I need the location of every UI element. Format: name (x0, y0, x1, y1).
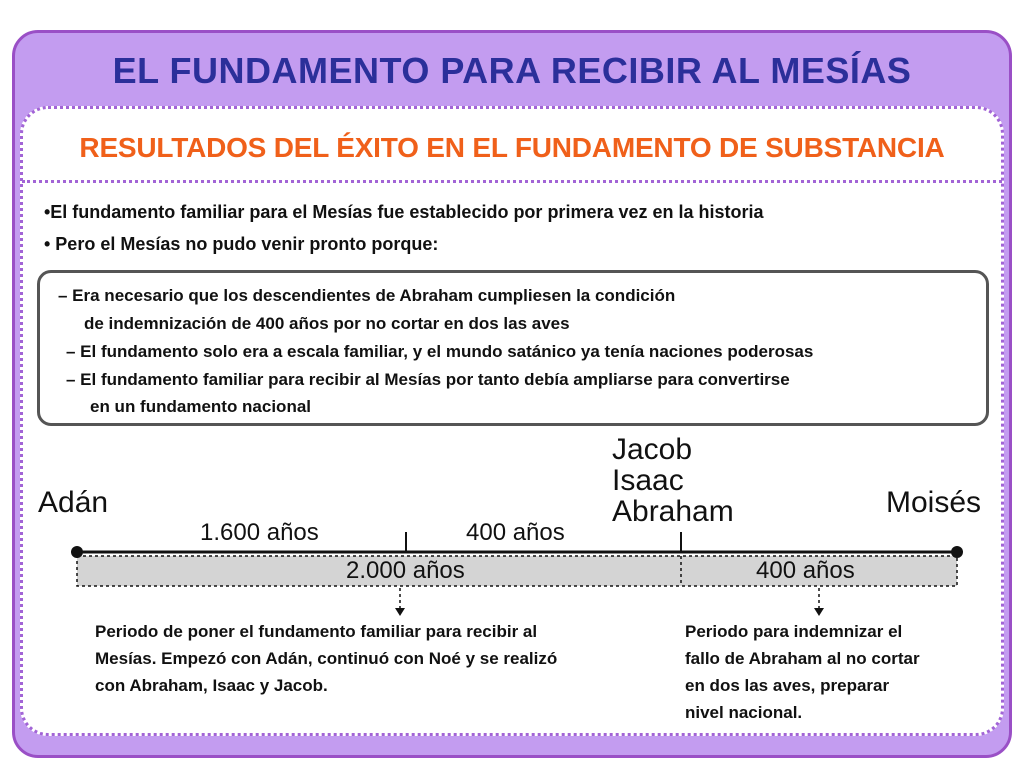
bullet-item: • Pero el Mesías no pudo venir pronto porque: (44, 234, 439, 254)
timeline-start-label: Adán (38, 486, 109, 519)
bullet-item: •El fundamento familiar para el Mesías fue establecido por primera vez en la historia (44, 202, 764, 222)
reason-item: en un fundamento nacional (90, 397, 312, 416)
description-line: Mesías. Empezó con Adán, continuó con Noé y se realizó (95, 649, 558, 668)
reason-item: – El fundamento solo era a escala familiar, y el mundo satánico ya tenía naciones poderosas (66, 342, 814, 361)
left-period-description (95, 618, 557, 699)
left-arrow-head (395, 608, 405, 616)
patriarch-label: Abraham (612, 495, 734, 528)
lower-segment-label: 2.000 años (346, 557, 465, 584)
page-title: EL FUNDAMENTO PARA RECIBIR AL MESÍAS (112, 50, 912, 91)
patriarch-label: Jacob (612, 433, 693, 466)
section-subtitle: RESULTADOS DEL ÉXITO EN EL FUNDAMENTO DE SUBSTANCIA (79, 132, 945, 163)
start-point (71, 546, 83, 558)
timeline-end-label: Moisés (886, 486, 982, 519)
description-line: Periodo de poner el fundamento familiar para recibir al (95, 622, 538, 641)
description-line: fallo de Abraham al no cortar (685, 649, 920, 668)
patriarch-label: Isaac (612, 464, 684, 497)
reason-item: – Era necesario que los descendientes de Abraham cumpliesen la condición (58, 286, 676, 305)
end-point (951, 546, 963, 558)
upper-segment-label: 1.600 años (200, 519, 319, 546)
description-line: Periodo para indemnizar el (685, 622, 903, 641)
description-line: en dos las aves, preparar (685, 676, 890, 695)
description-line: con Abraham, Isaac y Jacob. (95, 676, 328, 695)
lower-segment-label: 400 años (756, 557, 855, 584)
right-arrow-head (814, 608, 824, 616)
reason-item: – El fundamento familiar para recibir al Mesías por tanto debía ampliarse para convertirse (66, 370, 790, 389)
right-period-description (685, 618, 920, 726)
upper-segment-label: 400 años (466, 519, 565, 546)
description-line: nivel nacional. (685, 703, 803, 722)
reason-item: de indemnización de 400 años por no cortar en dos las aves (84, 314, 570, 333)
